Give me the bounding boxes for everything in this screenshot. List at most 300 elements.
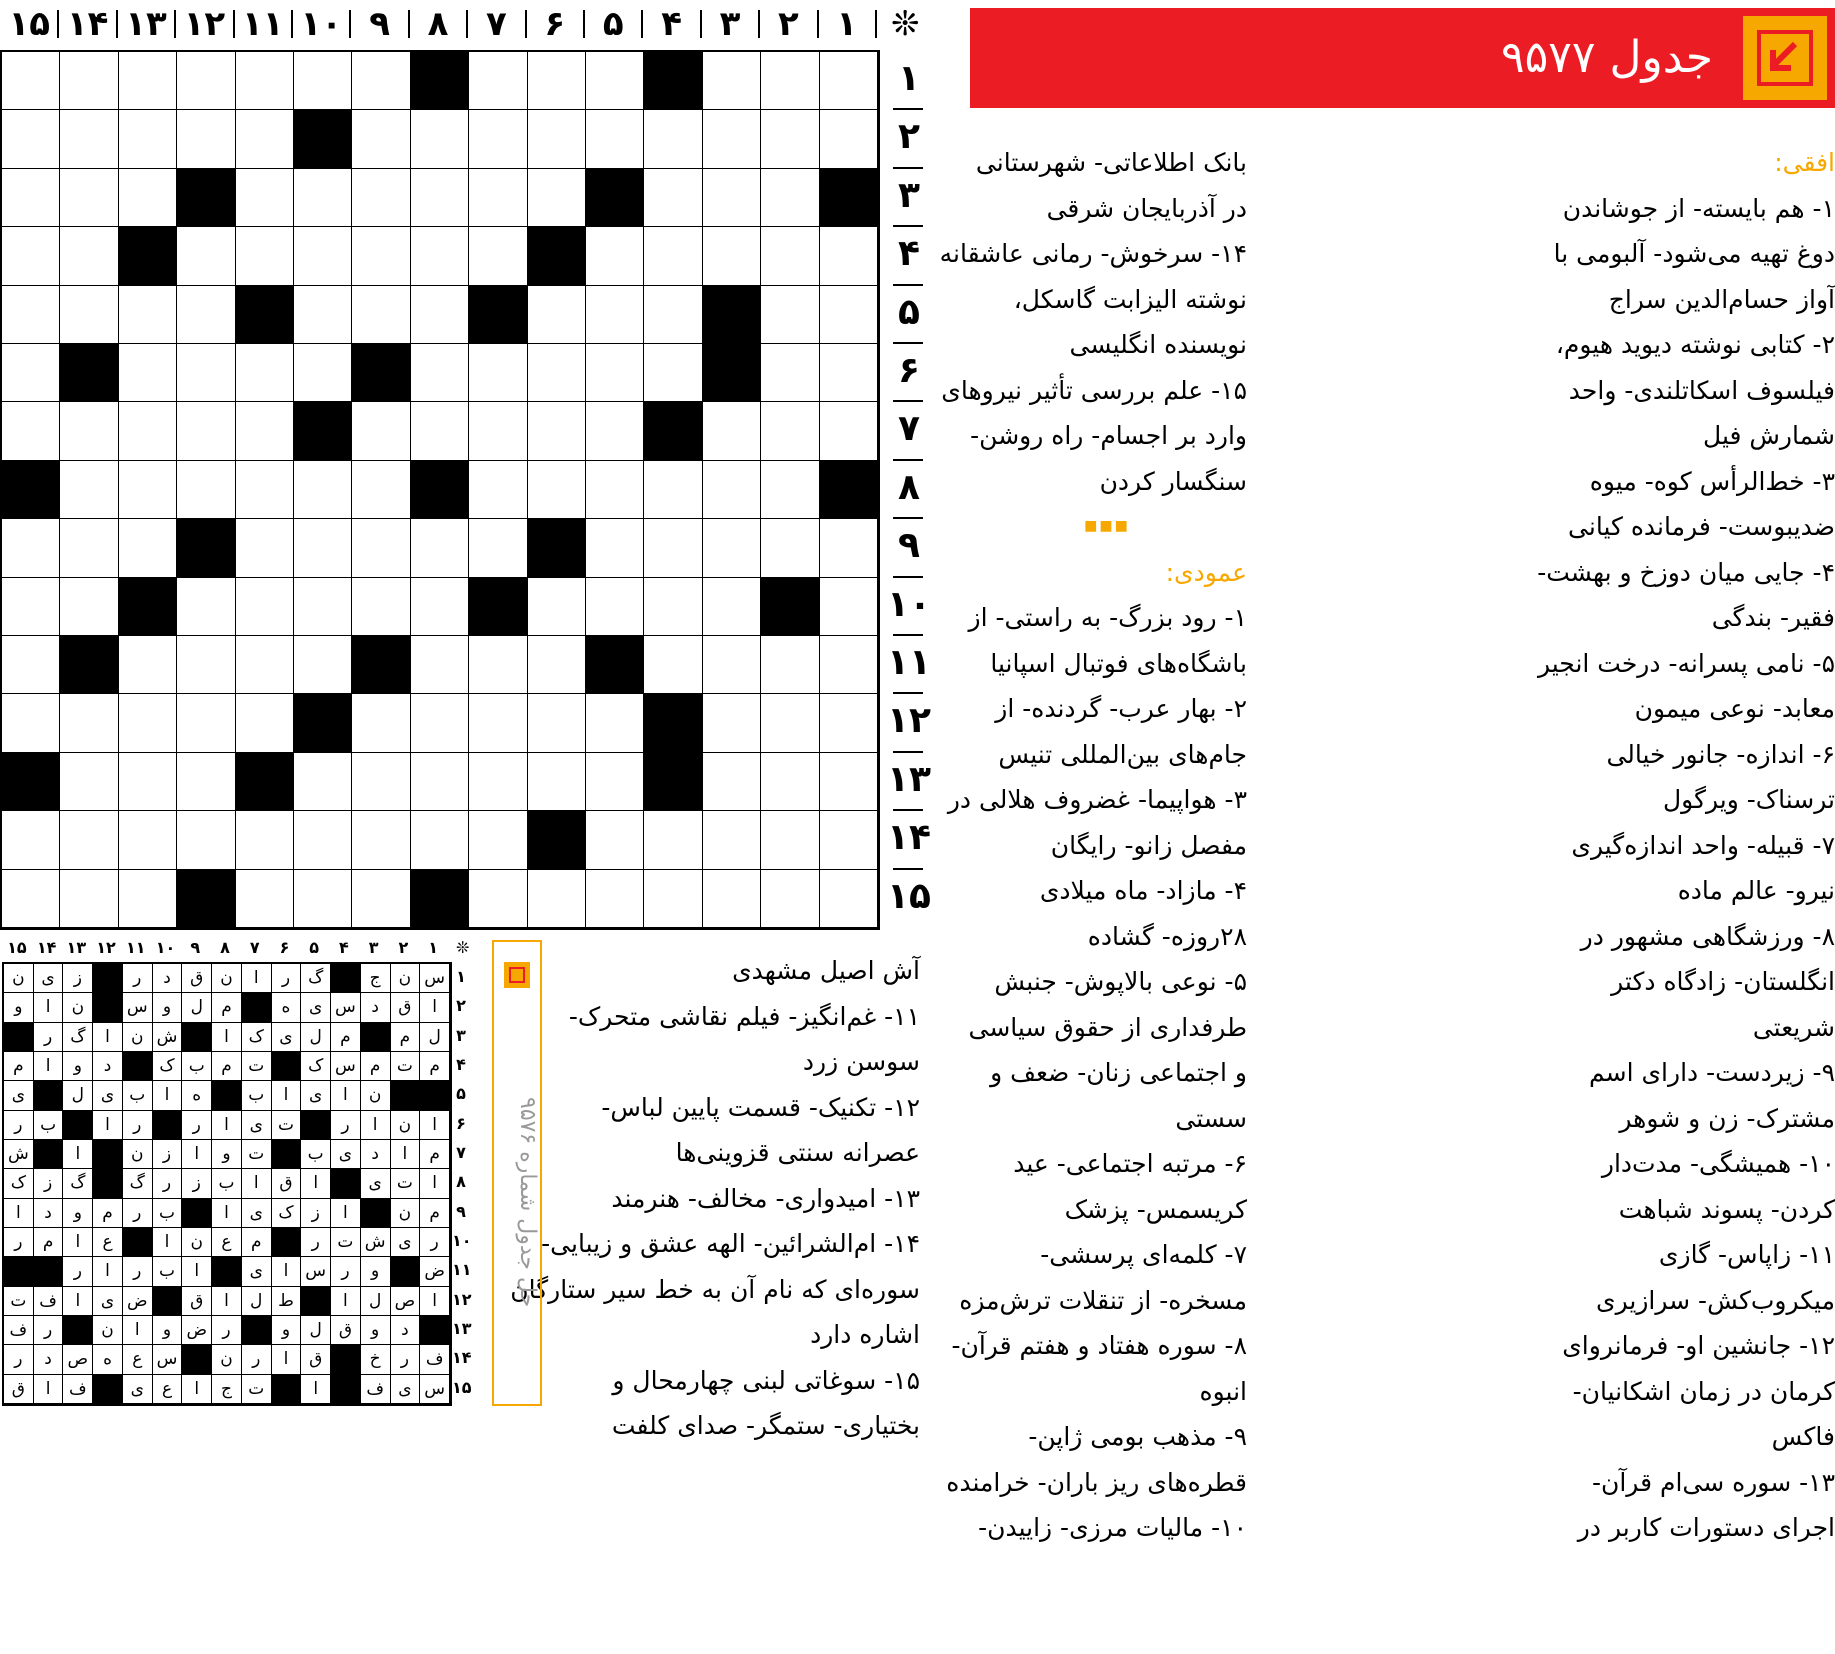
grid-cell[interactable] (119, 636, 177, 694)
clue-line: باشگاه‌های فوتبال اسپانیا (990, 648, 1247, 678)
solution-row-number: ۱۵ (452, 1377, 472, 1397)
grid-cell[interactable] (703, 811, 761, 869)
grid-cell[interactable] (469, 870, 527, 928)
grid-cell[interactable] (294, 169, 352, 227)
grid-cell[interactable] (586, 461, 644, 519)
grid-cell[interactable] (294, 52, 352, 110)
grid-cell[interactable] (586, 344, 644, 402)
solution-cell: ا (212, 1111, 242, 1140)
grid-cell[interactable] (119, 753, 177, 811)
clue-line: سوره‌ای که نام آن به خط سیر ستارگان (510, 1274, 920, 1304)
grid-cell[interactable] (820, 519, 878, 577)
grid-cell[interactable] (60, 578, 118, 636)
grid-cell[interactable] (820, 52, 878, 110)
grid-cell[interactable] (236, 169, 294, 227)
solution-cell: ا (420, 1287, 450, 1316)
grid-cell-black (119, 578, 177, 636)
grid-cell[interactable] (703, 169, 761, 227)
grid-cell[interactable] (411, 519, 469, 577)
grid-cell[interactable] (820, 110, 878, 168)
row-separator (893, 576, 923, 578)
grid-cell[interactable] (411, 811, 469, 869)
grid-cell[interactable] (761, 402, 819, 460)
grid-cell[interactable] (236, 578, 294, 636)
grid-cell[interactable] (586, 578, 644, 636)
grid-cell[interactable] (177, 52, 235, 110)
grid-cell[interactable] (60, 753, 118, 811)
solution-cell: ق (331, 1316, 361, 1345)
grid-cell[interactable] (352, 811, 410, 869)
grid-cell[interactable] (528, 461, 586, 519)
grid-cell[interactable] (352, 227, 410, 285)
grid-cell[interactable] (469, 52, 527, 110)
column-number: ۲ (778, 4, 799, 44)
solution-cell: ل (361, 1287, 391, 1316)
column-separator (700, 10, 702, 38)
grid-cell[interactable] (177, 402, 235, 460)
solution-cell: ق (272, 1169, 302, 1198)
grid-cell[interactable] (2, 870, 60, 928)
grid-cell[interactable] (586, 286, 644, 344)
grid-cell-black (411, 461, 469, 519)
grid-cell[interactable] (2, 344, 60, 402)
clue-section-heading: عمودی: (1165, 557, 1247, 587)
grid-cell[interactable] (820, 753, 878, 811)
solution-cell: ی (242, 1199, 272, 1228)
solution-cell: ی (242, 1257, 272, 1286)
solution-cell: ر (34, 1316, 64, 1345)
grid-cell[interactable] (60, 811, 118, 869)
row-number: ۱۲ (887, 700, 931, 742)
grid-cell[interactable] (236, 461, 294, 519)
grid-cell[interactable] (119, 344, 177, 402)
grid-cell[interactable] (703, 461, 761, 519)
grid-cell[interactable] (528, 694, 586, 752)
grid-cell[interactable] (60, 52, 118, 110)
grid-cell[interactable] (119, 52, 177, 110)
grid-cell[interactable] (703, 402, 761, 460)
grid-cell[interactable] (469, 169, 527, 227)
grid-cell[interactable] (411, 169, 469, 227)
column-separator (116, 10, 118, 38)
grid-cell[interactable] (60, 227, 118, 285)
grid-cell[interactable] (352, 519, 410, 577)
grid-cell[interactable] (586, 110, 644, 168)
grid-cell[interactable] (469, 402, 527, 460)
grid-cell[interactable] (703, 227, 761, 285)
grid-cell[interactable] (294, 870, 352, 928)
grid-cell[interactable] (60, 110, 118, 168)
solution-cell: س (301, 1257, 331, 1286)
grid-cell[interactable] (528, 402, 586, 460)
clues-column-vertical (939, 140, 1247, 1551)
grid-cell[interactable] (411, 286, 469, 344)
column-separator (291, 10, 293, 38)
column-number: ۱۲ (183, 4, 226, 44)
grid-cell[interactable] (411, 694, 469, 752)
solution-row-number: ۳ (456, 1025, 466, 1045)
grid-cell[interactable] (703, 110, 761, 168)
grid-cell-black (586, 636, 644, 694)
solution-row-number: ۱۲ (452, 1289, 472, 1309)
clue-line: بانک اطلاعاتی- شهرستانی (975, 148, 1247, 177)
solution-cell: ا (34, 1375, 64, 1404)
grid-cell[interactable] (60, 402, 118, 460)
grid-cell[interactable] (761, 694, 819, 752)
grid-cell[interactable] (294, 811, 352, 869)
grid-cell[interactable] (644, 227, 702, 285)
grid-cell[interactable] (820, 636, 878, 694)
grid-cell[interactable] (469, 753, 527, 811)
solution-cell-black (63, 1316, 93, 1345)
solution-column-number: ۴ (339, 938, 349, 957)
grid-cell[interactable] (761, 461, 819, 519)
grid-cell[interactable] (2, 110, 60, 168)
clue-line: دوغ تهیه می‌شود- آلبومی با (1553, 239, 1835, 268)
grid-cell[interactable] (294, 461, 352, 519)
grid-cell[interactable] (236, 227, 294, 285)
solution-cell: م (420, 1140, 450, 1169)
solution-cell-black (63, 1111, 93, 1140)
grid-cell[interactable] (119, 519, 177, 577)
clue-line: مفصل زانو- رایگان (1050, 830, 1247, 860)
column-number: ۳ (719, 4, 741, 44)
grid-cell[interactable] (2, 402, 60, 460)
grid-cell[interactable] (352, 578, 410, 636)
grid-cell[interactable] (294, 227, 352, 285)
grid-cell[interactable] (469, 227, 527, 285)
solution-column-number: ۱۵ (7, 938, 27, 957)
solution-cell: ن (391, 964, 421, 993)
grid-cell[interactable] (411, 636, 469, 694)
grid-cell[interactable] (528, 286, 586, 344)
solution-cell: ب (301, 1140, 331, 1169)
grid-cell[interactable] (469, 344, 527, 402)
row-separator (893, 459, 923, 461)
grid-cell[interactable] (294, 519, 352, 577)
solution-cell: ر (182, 1111, 212, 1140)
grid-cell[interactable] (761, 870, 819, 928)
grid-cell[interactable] (820, 344, 878, 402)
solution-cell: ی (34, 964, 64, 993)
grid-cell[interactable] (644, 169, 702, 227)
column-separator (817, 10, 819, 38)
grid-cell[interactable] (177, 286, 235, 344)
grid-cell[interactable] (469, 636, 527, 694)
grid-cell[interactable] (2, 286, 60, 344)
grid-cell[interactable] (119, 110, 177, 168)
grid-cell[interactable] (236, 402, 294, 460)
solution-cell: س (331, 1052, 361, 1081)
row-number: ۲ (898, 116, 920, 158)
row-number: ۶ (898, 350, 920, 391)
grid-cell[interactable] (177, 636, 235, 694)
grid-cell[interactable] (2, 578, 60, 636)
grid-cell[interactable] (761, 344, 819, 402)
grid-cell[interactable] (528, 870, 586, 928)
grid-cell-black (528, 227, 586, 285)
grid-cell-black (236, 286, 294, 344)
grid-cell[interactable] (2, 636, 60, 694)
solution-cell: ا (34, 993, 64, 1022)
grid-cell[interactable] (761, 169, 819, 227)
grid-cell[interactable] (119, 811, 177, 869)
solution-cell: ا (212, 1023, 242, 1052)
solution-cell: و (153, 1316, 183, 1345)
grid-cell[interactable] (119, 286, 177, 344)
grid-cell-black (820, 169, 878, 227)
grid-cell[interactable] (820, 578, 878, 636)
grid-cell[interactable] (586, 402, 644, 460)
grid-cell[interactable] (2, 519, 60, 577)
grid-cell[interactable] (528, 753, 586, 811)
grid-cell-black (644, 694, 702, 752)
section-divider: ■■■ (1084, 518, 1130, 534)
clue-line: جام‌های بین‌المللی تنیس (998, 739, 1247, 769)
grid-cell[interactable] (703, 519, 761, 577)
column-separator (174, 10, 176, 38)
grid-cell[interactable] (644, 870, 702, 928)
grid-cell[interactable] (60, 286, 118, 344)
brand-logo-icon (1743, 16, 1827, 100)
grid-cell[interactable] (586, 519, 644, 577)
solution-cell-black (93, 1375, 123, 1404)
grid-cell[interactable] (119, 461, 177, 519)
solution-cell: و (361, 1257, 391, 1286)
grid-cell[interactable] (528, 344, 586, 402)
grid-cell[interactable] (761, 811, 819, 869)
grid-cell[interactable] (469, 519, 527, 577)
grid-cell[interactable] (411, 344, 469, 402)
grid-cell[interactable] (703, 52, 761, 110)
grid-cell[interactable] (586, 753, 644, 811)
grid-cell[interactable] (644, 286, 702, 344)
solution-cell-black (420, 1316, 450, 1345)
clue-line: ۵- نوعی بالاپوش- جنبش (994, 967, 1247, 996)
solution-cell: ا (331, 1081, 361, 1110)
grid-cell[interactable] (586, 227, 644, 285)
grid-cell[interactable] (294, 578, 352, 636)
grid-cell[interactable] (644, 578, 702, 636)
solution-cell: ر (123, 1199, 153, 1228)
grid-cell[interactable] (703, 753, 761, 811)
grid-cell[interactable] (177, 578, 235, 636)
grid-cell[interactable] (528, 169, 586, 227)
solution-column-number: ۵ (309, 938, 320, 957)
row-number: ۱۰ (887, 583, 931, 625)
solution-cell: ف (34, 1287, 64, 1316)
grid-cell[interactable] (469, 110, 527, 168)
grid-cell[interactable] (352, 169, 410, 227)
solution-column-number: ۱۲ (96, 938, 116, 957)
solution-cell: ن (123, 1140, 153, 1169)
grid-cell[interactable] (644, 811, 702, 869)
grid-cell[interactable] (761, 52, 819, 110)
grid-cell[interactable] (469, 461, 527, 519)
grid-cell[interactable] (586, 870, 644, 928)
grid-cell[interactable] (586, 52, 644, 110)
grid-cell[interactable] (352, 402, 410, 460)
grid-cell-black (469, 578, 527, 636)
grid-cell[interactable] (2, 811, 60, 869)
solution-cell: ا (93, 1111, 123, 1140)
grid-cell[interactable] (119, 402, 177, 460)
grid-cell[interactable] (236, 344, 294, 402)
column-separator (583, 10, 585, 38)
grid-cell[interactable] (294, 636, 352, 694)
grid-cell[interactable] (820, 286, 878, 344)
grid-cell[interactable] (60, 519, 118, 577)
grid-cell[interactable] (177, 461, 235, 519)
grid-cell[interactable] (236, 110, 294, 168)
solution-cell: ا (272, 1257, 302, 1286)
grid-cell[interactable] (236, 870, 294, 928)
clue-line: معابد- نوعی میمون (1634, 694, 1835, 723)
solution-cell: ا (272, 1345, 302, 1374)
row-separator (893, 284, 923, 286)
solution-cell: ا (301, 1375, 331, 1404)
grid-cell[interactable] (294, 753, 352, 811)
solution-cell: ک (242, 1023, 272, 1052)
solution-cell: م (420, 1052, 450, 1081)
solution-cell: م (242, 1228, 272, 1257)
grid-cell[interactable] (177, 110, 235, 168)
clue-line: ۲۸روزه- گشاده (1087, 921, 1247, 951)
solution-cell: ن (123, 1023, 153, 1052)
solution-cell: ل (301, 1023, 331, 1052)
grid-cell[interactable] (644, 461, 702, 519)
grid-cell[interactable] (177, 811, 235, 869)
grid-cell[interactable] (352, 870, 410, 928)
clue-line: ۱۱- غم‌انگیز- فیلم نقاشی متحرک- (568, 1001, 920, 1031)
grid-cell[interactable] (528, 52, 586, 110)
grid-cell[interactable] (469, 811, 527, 869)
grid-cell[interactable] (820, 811, 878, 869)
grid-cell[interactable] (294, 344, 352, 402)
grid-cell[interactable] (352, 461, 410, 519)
grid-cell[interactable] (236, 52, 294, 110)
solution-cell: ر (123, 1257, 153, 1286)
grid-cell[interactable] (528, 636, 586, 694)
grid-cell[interactable] (820, 402, 878, 460)
solution-cell: ا (63, 1287, 93, 1316)
grid-cell[interactable] (294, 286, 352, 344)
grid-cell[interactable] (352, 110, 410, 168)
grid-cell[interactable] (2, 694, 60, 752)
grid-cell[interactable] (236, 636, 294, 694)
row-separator (893, 751, 923, 753)
grid-cell[interactable] (644, 110, 702, 168)
solution-cell: ی (301, 1081, 331, 1110)
solution-cell: ی (272, 1023, 302, 1052)
clue-line: مشترک- زن و شوهر (1619, 1103, 1835, 1133)
grid-cell[interactable] (352, 753, 410, 811)
solution-cell: ق (4, 1375, 34, 1404)
solution-cell: ر (4, 1228, 34, 1257)
grid-cell[interactable] (703, 578, 761, 636)
grid-cell[interactable] (761, 636, 819, 694)
solution-cell-black (93, 1140, 123, 1169)
grid-cell[interactable] (644, 344, 702, 402)
grid-cell[interactable] (820, 870, 878, 928)
grid-cell[interactable] (411, 402, 469, 460)
grid-cell[interactable] (60, 461, 118, 519)
clue-line: ۱۵- علم بررسی تأثیر نیروهای (941, 375, 1247, 405)
grid-cell[interactable] (177, 344, 235, 402)
grid-cell[interactable] (586, 811, 644, 869)
grid-cell[interactable] (820, 227, 878, 285)
grid-cell[interactable] (119, 870, 177, 928)
solution-cell-black (242, 1316, 272, 1345)
solution-cell: ا (93, 1257, 123, 1286)
grid-cell[interactable] (703, 636, 761, 694)
grid-cell[interactable] (703, 870, 761, 928)
grid-cell[interactable] (528, 578, 586, 636)
grid-cell[interactable] (2, 52, 60, 110)
solution-cell: ع (212, 1228, 242, 1257)
grid-cell[interactable] (469, 694, 527, 752)
grid-cell[interactable] (411, 753, 469, 811)
grid-cell[interactable] (236, 519, 294, 577)
grid-cell[interactable] (60, 169, 118, 227)
grid-cell[interactable] (703, 694, 761, 752)
grid-cell[interactable] (411, 227, 469, 285)
grid-cell[interactable] (761, 110, 819, 168)
solution-cell: ت (272, 1111, 302, 1140)
grid-cell[interactable] (761, 753, 819, 811)
solution-cell-black (123, 1052, 153, 1081)
grid-cell[interactable] (2, 227, 60, 285)
clue-line: آش اصیل مشهدی (732, 956, 920, 985)
grid-cell[interactable] (644, 519, 702, 577)
grid-cell-black (177, 169, 235, 227)
solution-cell: م (34, 1228, 64, 1257)
grid-cell[interactable] (761, 286, 819, 344)
solution-cell: ب (123, 1081, 153, 1110)
grid-cell[interactable] (761, 519, 819, 577)
grid-cell[interactable] (236, 694, 294, 752)
grid-cell[interactable] (528, 110, 586, 168)
grid-cell[interactable] (761, 227, 819, 285)
solution-cell: ر (123, 1111, 153, 1140)
grid-cell[interactable] (352, 286, 410, 344)
grid-cell[interactable] (411, 578, 469, 636)
solution-cell-black (361, 1199, 391, 1228)
grid-cell[interactable] (236, 811, 294, 869)
solution-cell: م (420, 1199, 450, 1228)
clue-line: ۹- زیردست- دارای اسم (1589, 1058, 1835, 1087)
grid-cell[interactable] (119, 169, 177, 227)
grid-cell-black (644, 52, 702, 110)
grid-cell[interactable] (352, 694, 410, 752)
grid-cell[interactable] (2, 169, 60, 227)
row-number: ۵ (898, 291, 920, 333)
grid-cell[interactable] (411, 110, 469, 168)
grid-cell[interactable] (177, 753, 235, 811)
grid-cell[interactable] (119, 694, 177, 752)
grid-cell[interactable] (586, 694, 644, 752)
clue-line: وارد بر اجسام- راه روشن- (970, 421, 1247, 450)
grid-cell[interactable] (60, 870, 118, 928)
grid-cell[interactable] (60, 694, 118, 752)
grid-cell[interactable] (177, 694, 235, 752)
grid-cell[interactable] (352, 52, 410, 110)
solution-cell: ی (331, 1140, 361, 1169)
grid-cell[interactable] (644, 636, 702, 694)
grid-cell[interactable] (177, 227, 235, 285)
clue-line: ۱۲- تکنیک- قسمت پایین لباس- (601, 1092, 920, 1122)
grid-cell[interactable] (820, 694, 878, 752)
